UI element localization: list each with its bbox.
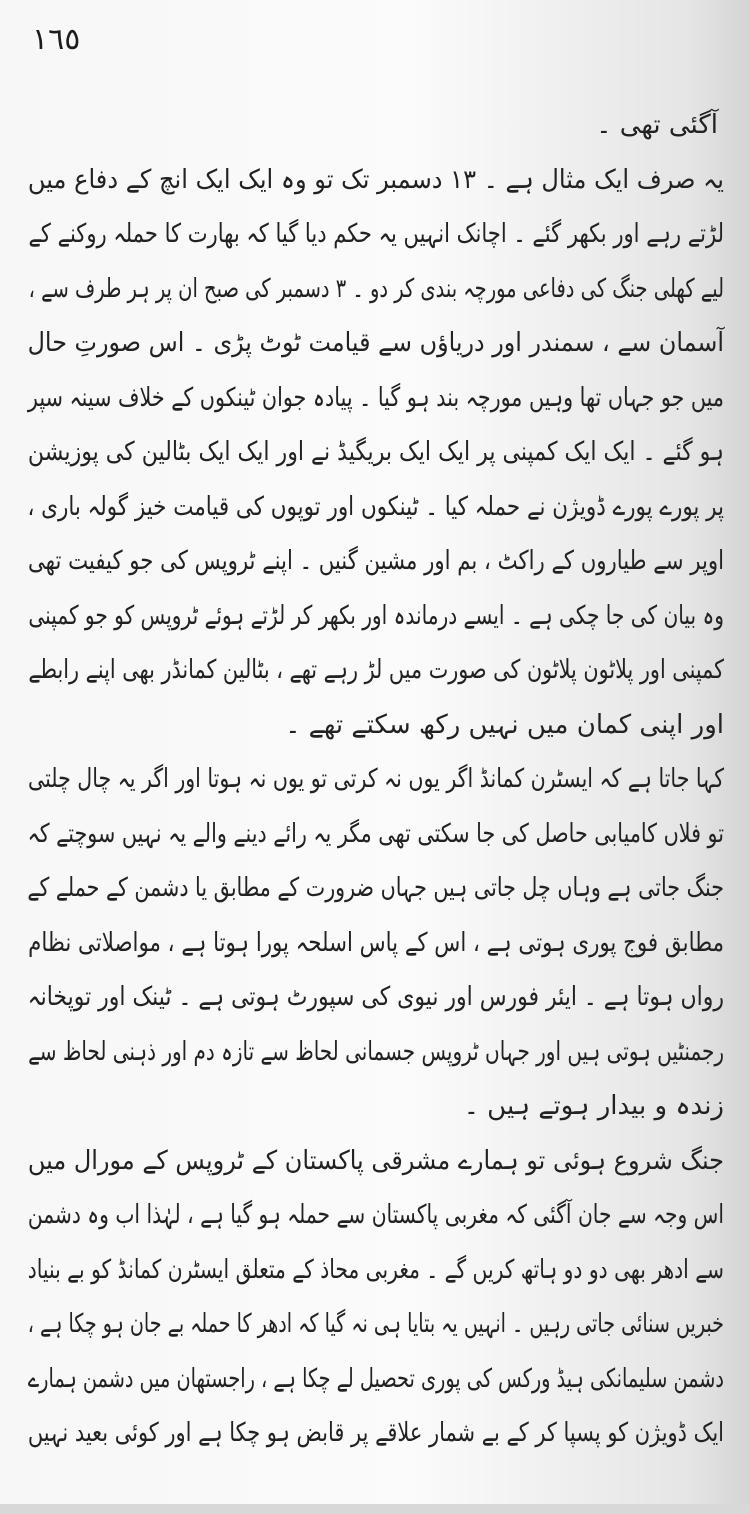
text-line: لڑتے رہے اور بکھر گئے ۔ اچانک انہیں یہ حکم دیا گیا کہ بھارت کا حملہ روکنے کے: [28, 219, 725, 249]
text-line: مطابق فوج پوری ہوتی ہے ، اس کے پاس اسلحہ پورا ہوتا ہے ، مواصلاتی نظام: [28, 927, 724, 958]
text-line: جنگ شروع ہوئی تو ہمارے مشرقی پاکستان کے ٹروپس کے مورال میں: [27, 1145, 725, 1176]
text-line: آگئی تھی ۔: [596, 110, 718, 140]
text-line: رجمنٹیں ہوتی ہیں اور جہاں ٹروپس جسمانی لحاظ سے تازہ دم اور ذہنی لحاظ سے: [28, 1036, 725, 1067]
text-line: میں جو جہاں تھا وہیں مورچہ بند ہو گیا ۔ پیادہ جوان ٹینکوں کے خلاف سینہ سپر: [27, 382, 724, 413]
text-line: وہ بیان کی جا چکی ہے ۔ ایسے درماندہ اور بکھر کر لڑتے ہوئے ٹروپس کو جو کمپنی: [28, 600, 724, 631]
text-line: اور اپنی کمان میں نہیں رکھ سکتے تھے ۔: [285, 709, 724, 740]
text-line: دشمن سلیمانکی ہیڈ ورکس کی پوری تحصیل لے چکا ہے ، راجستھان میں دشمن ہمارے: [27, 1363, 725, 1394]
text-line: زندہ و بیدار ہوتے ہیں ۔: [463, 1091, 724, 1121]
text-line: پر پورے پورے ڈویژن نے حملہ کیا ۔ ٹینکوں اور توپوں کی قیامت خیز گولہ باری ،: [27, 491, 724, 522]
text-line: جنگ جاتی ہے وہاں چل جاتی ہیں جہاں ضرورت کے مطابق یا دشمن کے حملے کے: [27, 873, 724, 903]
text-line: لیے کھلی جنگ کی دفاعی مورچہ بندی کر دو ۔ ۳ دسمبر کی صبح ان پر ہر طرف سے ،: [28, 273, 724, 304]
text-line: رواں ہوتا ہے ۔ ایئر فورس اور نیوی کی سپورٹ ہوتی ہے ۔ ٹینک اور توپخانہ: [27, 982, 725, 1012]
text-line: کہا جاتا ہے کہ ایسٹرن کمانڈ اگر یوں نہ کرتی تو یوں نہ ہوتا اور اگر یہ چال چلتی: [27, 764, 725, 794]
text-line: ہو گئے ۔ ایک ایک کمپنی پر ایک ایک بریگیڈ نے اور ایک ایک بٹالین کی پوزیشن: [27, 437, 724, 467]
text-line: سے ادھر بھی دو دو ہاتھ کریں گے ۔ مغربی محاذ کے متعلق ایسٹرن کمانڈ کو بے بنیاد: [27, 1254, 724, 1285]
text-line: ایک ڈویژن کو پسپا کر کے بے شمار علاقے پر قابض ہو چکا ہے اور کوئی بعید نہیں: [27, 1418, 724, 1448]
page-edge-shadow: [0, 1504, 750, 1514]
text-line: خبریں سنائی جاتی رہیں ۔ انہیں یہ بتایا ہی نہ گیا کہ ادھر کا حملہ بے جان ہو چکا ہے ،: [27, 1309, 725, 1339]
text-line: تو فلاں کامیابی حاصل کی جا سکتی تھی مگر یہ رائے دینے والے یہ نہیں سوچتے کہ: [27, 818, 724, 849]
text-line: یہ صرف ایک مثال ہے ۔ ۱۳ دسمبر تک تو وہ ایک ایک انچ کے دفاع میں: [27, 164, 724, 195]
text-line: کمپنی اور پلاٹون پلاٹون کی صورت میں لڑ رہے تھے ، بٹالین کمانڈر بھی اپنے رابطے: [28, 655, 724, 685]
text-line: اوپر سے طیاروں کے راکٹ ، بم اور مشین گنیں ۔ اپنے ٹروپس کی جو کیفیت تھی: [27, 546, 724, 576]
text-line: آسمان سے ، سمندر اور دریاؤں سے قیامت ٹوٹ پڑی ۔ اس صورتِ حال: [27, 328, 724, 358]
body-text: [28, 98, 724, 1461]
text-line: اس وجہ سے جان آگئی کہ مغربی پاکستان سے حملہ ہو گیا ہے ، لہٰذا اب وہ دشمن: [27, 1200, 725, 1230]
page-number: ١٦٥: [32, 22, 81, 57]
